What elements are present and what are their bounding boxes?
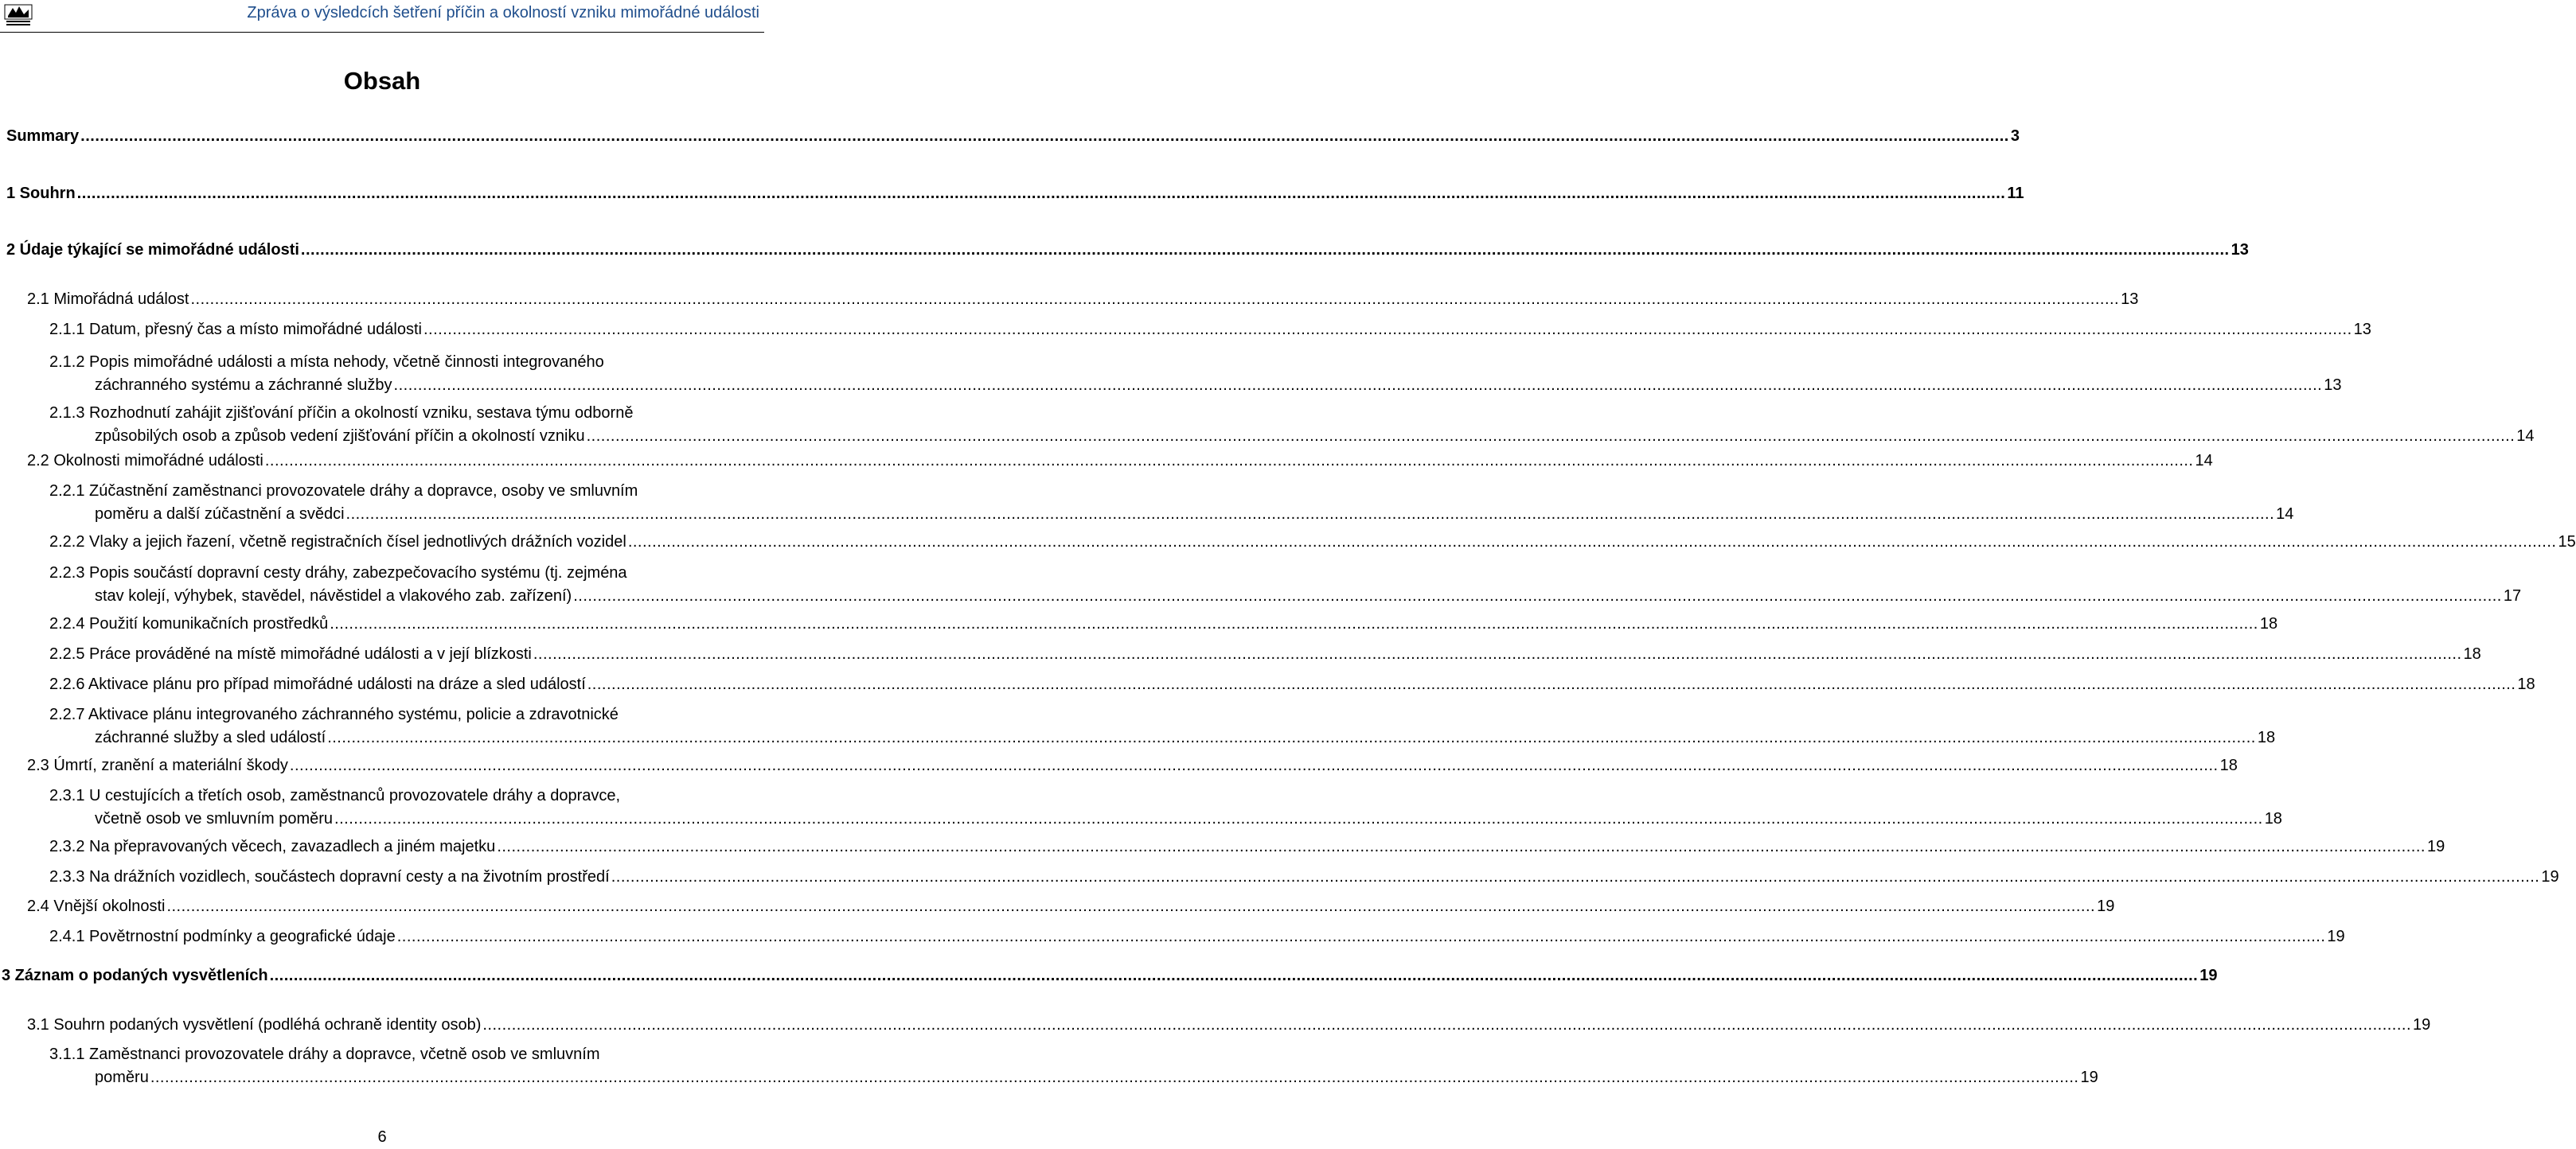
- toc-page-number: 13: [2324, 376, 2342, 394]
- toc-dot-leader: ................................................................................................................................................................................................................................................................................................................................................................................................................: [269, 967, 2199, 984]
- toc-entry[interactable]: [49, 402, 2535, 448]
- toc-entry[interactable]: [49, 480, 2294, 526]
- toc-dot-leader: ................................................................................................................................................................................................................................................................................................................................................................................................................: [423, 321, 2352, 338]
- toc-entry[interactable]: [49, 1043, 2098, 1089]
- toc-dot-leader: ................................................................................................................................................................................................................................................................................................................................................................................................................: [330, 615, 2258, 633]
- toc-entry[interactable]: [6, 239, 2249, 262]
- page-number: 6: [377, 1128, 387, 1146]
- toc-dot-leader: ................................................................................................................................................................................................................................................................................................................................................................................................................: [587, 676, 2516, 693]
- toc-page-number: 13: [2231, 241, 2249, 259]
- toc-entry-title: 2.2.5 Práce prováděné na místě mimořádné události a v její blízkosti: [49, 645, 532, 663]
- toc-entry-title: 2.2.4 Použití komunikačních prostředků: [49, 615, 329, 633]
- toc-entry-title: 2.4.1 Povětrnostní podmínky a geografické údaje: [49, 928, 396, 945]
- toc-page-number: 19: [2080, 1069, 2098, 1086]
- toc-page-number: 14: [2516, 427, 2535, 445]
- toc-entry[interactable]: [27, 288, 2139, 311]
- toc-dot-leader: ................................................................................................................................................................................................................................................................................................................................................................................................................: [76, 185, 2006, 202]
- toc-entry[interactable]: [49, 318, 2371, 341]
- toc-page-number: 19: [2541, 868, 2559, 886]
- toc-entry-title: 2.2 Okolnosti mimořádné události: [27, 452, 263, 469]
- toc-dot-leader: ................................................................................................................................................................................................................................................................................................................................................................................................................: [334, 810, 2263, 828]
- toc-page-number: 17: [2503, 587, 2522, 605]
- toc-entry-title: 3.1.1 Zaměstnanci provozovatele dráhy a dopravce, včetně osob ve smluvním: [49, 1046, 600, 1063]
- page-header: [0, 0, 764, 33]
- toc-entry[interactable]: [27, 1014, 2431, 1037]
- toc-entry-title: 2.2.1 Zúčastnění zaměstnanci provozovatele dráhy a dopravce, osoby ve smluvním: [49, 482, 638, 500]
- toc-entry-title: záchranné služby a sled událostí: [95, 729, 326, 746]
- toc-entry[interactable]: [6, 125, 2020, 148]
- toc-page-number: 18: [2517, 676, 2535, 693]
- toc-entry[interactable]: [49, 835, 2445, 859]
- toc-dot-leader: ................................................................................................................................................................................................................................................................................................................................................................................................................: [533, 645, 2462, 663]
- toc-dot-leader: ................................................................................................................................................................................................................................................................................................................................................................................................................: [393, 376, 2323, 394]
- toc-entry-title: 3.1 Souhrn podaných vysvětlení (podléhá ochraně identity osob): [27, 1016, 482, 1034]
- toc-entry[interactable]: [49, 643, 2481, 666]
- toc-entry[interactable]: [27, 754, 2238, 777]
- toc-entry-title: 2.3 Úmrtí, zranění a materiální škody: [27, 757, 288, 774]
- toc-entry-title: poměru: [95, 1069, 149, 1086]
- toc-page-number: 19: [2199, 967, 2218, 984]
- toc-dot-leader: ................................................................................................................................................................................................................................................................................................................................................................................................................: [300, 241, 2230, 259]
- header-title: Zpráva o výsledcích šetření příčin a okolností vzniku mimořádné události: [247, 4, 759, 21]
- toc-entry-title: 2.1.3 Rozhodnutí zahájit zjišťování příčin a okolností vzniku, sestava týmu odborně: [49, 404, 634, 422]
- toc-entry[interactable]: [2, 964, 2218, 987]
- toc-entry[interactable]: [49, 703, 2276, 750]
- toc-dot-leader: ................................................................................................................................................................................................................................................................................................................................................................................................................: [190, 290, 2120, 308]
- toc-page-number: 18: [2259, 615, 2278, 633]
- toc-page-number: 18: [2264, 810, 2282, 828]
- toc-dot-leader: ................................................................................................................................................................................................................................................................................................................................................................................................................: [289, 757, 2219, 774]
- toc-page-number: 19: [2327, 928, 2345, 945]
- toc-entry[interactable]: [49, 673, 2535, 696]
- toc-entry-title: 2.3.2 Na přepravovaných věcech, zavazadlech a jiném majetku: [49, 838, 496, 855]
- toc-entry-title: 2.2.3 Popis součástí dopravní cesty dráhy, zabezpečovacího systému (tj. zejména: [49, 564, 627, 582]
- toc-dot-leader: ................................................................................................................................................................................................................................................................................................................................................................................................................: [497, 838, 2426, 855]
- toc-entry-title: 2.3.1 U cestujících a třetích osob, zaměstnanců provozovatele dráhy a dopravce,: [49, 787, 621, 804]
- toc-entry-title: 3 Záznam o podaných vysvětleních: [2, 967, 268, 984]
- toc-dot-leader: ................................................................................................................................................................................................................................................................................................................................................................................................................: [627, 533, 2557, 551]
- toc-entry-title: 2.1.1 Datum, přesný čas a místo mimořádné události: [49, 321, 422, 338]
- toc-dot-leader: ................................................................................................................................................................................................................................................................................................................................................................................................................: [345, 505, 2275, 523]
- toc-page-number: 13: [2121, 290, 2139, 308]
- toc-dot-leader: ................................................................................................................................................................................................................................................................................................................................................................................................................: [482, 1016, 2412, 1034]
- toc-page-number: 18: [2219, 757, 2238, 774]
- toc-dot-leader: ................................................................................................................................................................................................................................................................................................................................................................................................................: [327, 729, 2256, 746]
- toc-heading: Obsah: [343, 67, 421, 95]
- toc-page-number: 3: [2010, 127, 2020, 145]
- toc-page-number: 15: [2558, 533, 2576, 551]
- toc-page-number: 14: [2276, 505, 2294, 523]
- toc-entry[interactable]: [49, 531, 2576, 554]
- toc-entry-title: Summary: [6, 127, 80, 145]
- toc-page-number: 13: [2353, 321, 2371, 338]
- toc-dot-leader: ................................................................................................................................................................................................................................................................................................................................................................................................................: [396, 928, 2326, 945]
- toc-entry-title: 2.2.7 Aktivace plánu integrovaného záchranného systému, policie a zdravotnické: [49, 706, 619, 723]
- toc-entry[interactable]: [27, 895, 2115, 918]
- toc-page-number: 19: [2097, 898, 2115, 915]
- toc-entry-title: stav kolejí, výhybek, stavědel, návěstidel a vlakového zab. zařízení): [95, 587, 572, 605]
- toc-page-number: 18: [2257, 729, 2276, 746]
- institution-logo-icon: [3, 3, 33, 27]
- toc-dot-leader: ................................................................................................................................................................................................................................................................................................................................................................................................................: [264, 452, 2194, 469]
- toc-entry[interactable]: [49, 351, 2342, 397]
- toc-entry[interactable]: [49, 925, 2345, 948]
- toc-entry[interactable]: [49, 866, 2559, 889]
- toc-dot-leader: ................................................................................................................................................................................................................................................................................................................................................................................................................: [166, 898, 2096, 915]
- toc-page-number: 14: [2195, 452, 2213, 469]
- toc-page-number: 11: [2007, 185, 2024, 202]
- toc-page-number: 19: [2426, 838, 2445, 855]
- toc-page-number: 19: [2413, 1016, 2431, 1034]
- toc-entry-title: včetně osob ve smluvním poměru: [95, 810, 334, 828]
- toc-entry-title: 2.1.2 Popis mimořádné události a místa nehody, včetně činnosti integrovaného: [49, 353, 604, 371]
- toc-entry-title: poměru a další zúčastnění a svědci: [95, 505, 345, 523]
- toc-entry-title: 2.3.3 Na drážních vozidlech, součástech dopravní cesty a na životním prostředí: [49, 868, 610, 886]
- toc-dot-leader: ................................................................................................................................................................................................................................................................................................................................................................................................................: [573, 587, 2502, 605]
- toc-dot-leader: ................................................................................................................................................................................................................................................................................................................................................................................................................: [150, 1069, 2079, 1086]
- toc-entry[interactable]: [49, 562, 2522, 608]
- toc-entry-title: 2.4 Vnější okolnosti: [27, 898, 166, 915]
- toc-entry-title: 2 Údaje týkající se mimořádné události: [6, 241, 299, 259]
- toc-dot-leader: ................................................................................................................................................................................................................................................................................................................................................................................................................: [586, 427, 2516, 445]
- toc-entry-title: 2.2.6 Aktivace plánu pro případ mimořádné události na dráze a sled událostí: [49, 676, 586, 693]
- toc-entry-title: 2.2.2 Vlaky a jejich řazení, včetně registračních čísel jednotlivých drážních vozidel: [49, 533, 626, 551]
- toc-dot-leader: ................................................................................................................................................................................................................................................................................................................................................................................................................: [611, 868, 2540, 886]
- toc-entry-title: záchranného systému a záchranné služby: [95, 376, 392, 394]
- toc-entry[interactable]: [49, 785, 2282, 831]
- toc-entry[interactable]: [27, 450, 2213, 473]
- toc-page-number: 18: [2463, 645, 2481, 663]
- toc-entry-title: 2.1 Mimořádná událost: [27, 290, 189, 308]
- toc-entry-title: 1 Souhrn: [6, 185, 76, 202]
- toc-dot-leader: ................................................................................................................................................................................................................................................................................................................................................................................................................: [80, 127, 2009, 145]
- toc-entry[interactable]: [49, 613, 2278, 636]
- toc-entry[interactable]: [6, 182, 2024, 205]
- toc-entry-title: způsobilých osob a způsob vedení zjišťování příčin a okolností vzniku: [95, 427, 585, 445]
